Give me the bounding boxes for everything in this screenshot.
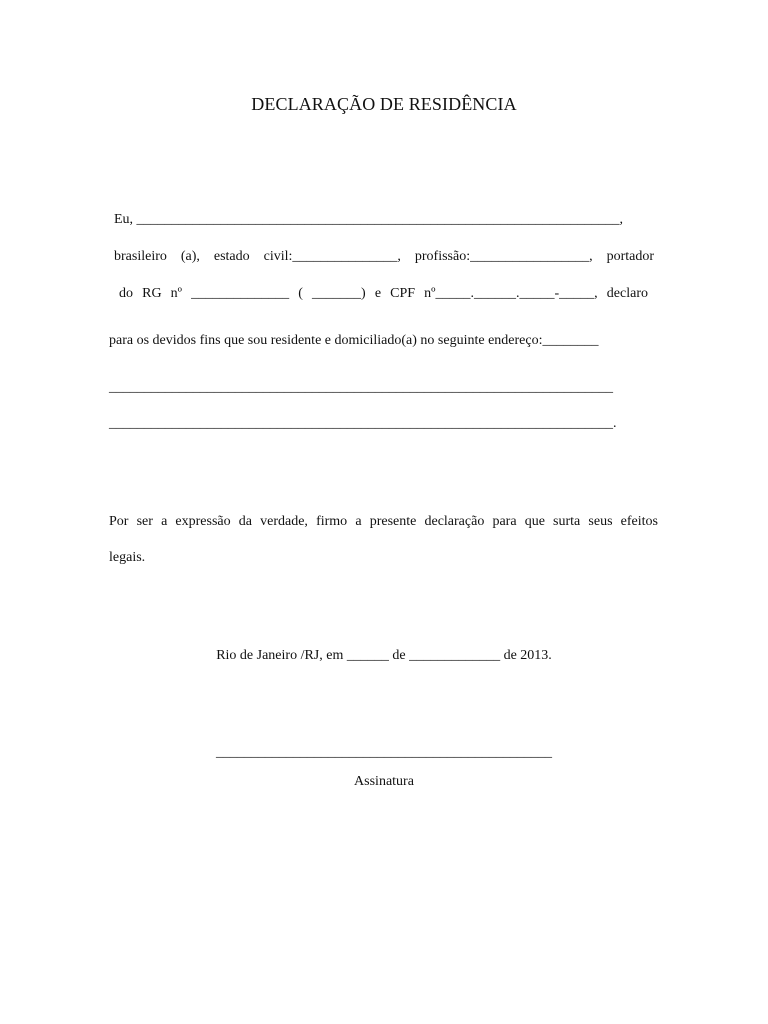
date-line: Rio de Janeiro /RJ, em ______ de _____________ de 2013. [216,648,552,663]
paragraph1-line-5: ________________________________________________________________________ [109,380,613,395]
paragraph1-line-1: Eu, _____________________________________________________________________, [114,212,624,227]
paragraph1-line-6: ________________________________________________________________________. [109,416,617,431]
paragraph1-line-2: brasileiro (a), estado civil:_______________, profissão:_________________, portador [114,249,654,264]
paragraph1-line-4: para os devidos fins que sou residente e domiciliado(a) no seguinte endereço:________ [109,333,599,348]
paragraph2-line-1: Por ser a expressão da verdade, firmo a presente declaração para que surta seus efeitos [109,514,658,529]
document-title: DECLARAÇÃO DE RESIDÊNCIA [251,94,517,114]
paragraph1-line-3: do RG nº ______________ ( _______) e CPF nº_____.______._____-_____, declaro [119,286,648,301]
paragraph2-line-2: legais. [109,550,146,565]
signature-label: Assinatura [354,774,414,789]
signature-line: ________________________________________________ [216,745,552,760]
